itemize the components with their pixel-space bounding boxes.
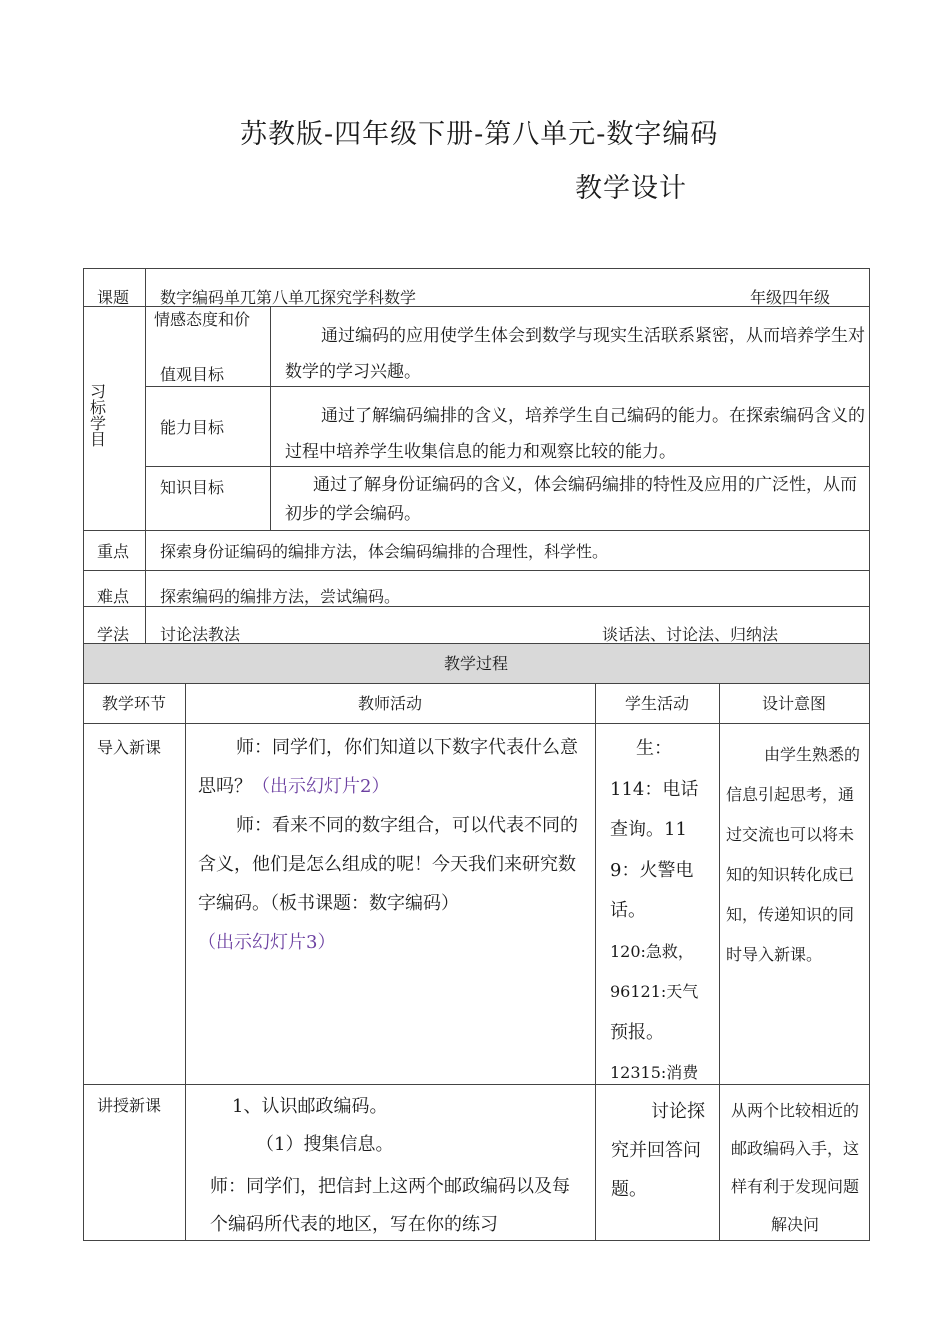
key-label: 重点	[97, 542, 130, 561]
teacher-line-2: （1）搜集信息。	[256, 1134, 394, 1155]
table-border	[270, 306, 271, 530]
header-intent: 设计意图	[761, 694, 826, 713]
stage-new-lesson: 讲授新课	[97, 1096, 162, 1115]
table-border	[83, 1084, 870, 1085]
header-teacher: 教师活动	[357, 694, 422, 713]
process-title: 教学过程	[443, 654, 508, 673]
student-line: 生：	[636, 738, 672, 759]
topic-label: 课题	[97, 288, 130, 307]
teacher-line: 师：看来不同的数字组合，可以代表不同的含义，他们是怎么组成的呢！今天我们来研究数字编码。（板书课题：数字编码）	[198, 815, 578, 914]
student-line: 120:急救，	[610, 941, 694, 961]
method-value: 讨论法教法	[160, 625, 241, 644]
topic-value: 数字编码单兀第八单兀探究学科数学	[160, 288, 417, 307]
goal-label-ability: 能力目标	[160, 418, 225, 437]
teacher-line-1: 1、认识邮政编码。	[232, 1096, 388, 1117]
intent-intro: 由学生熟悉的信息引起思考，通过交流也可以将未知的知识转化成已知，传递知识的同时导入新课。	[726, 745, 861, 964]
table-border	[83, 570, 870, 571]
method-label: 学法	[97, 625, 130, 644]
teacher-activity-new-clip	[210, 1168, 590, 1239]
slide-note: （出示幻灯片3）	[198, 932, 336, 953]
table-border	[869, 268, 870, 1241]
student-line: 预报。	[610, 1021, 664, 1043]
goal-text-ability: 通过了解编码编排的含义，培养学生自己编码的能力。在探索编码含义的过程中培养学生收集信息的能力和观察比较的能力。	[285, 406, 865, 462]
table-border	[83, 723, 870, 724]
header-stage: 教学环节	[101, 694, 166, 713]
table-border	[83, 683, 870, 684]
intent-new: 从两个比较相近的邮政编码入手，这样有利于发现问题解决问	[730, 1101, 859, 1234]
student-line: 话。	[610, 900, 646, 921]
teacher-activity-intro-2	[198, 806, 588, 962]
table-border	[83, 1240, 870, 1241]
difficulty-label: 难点	[97, 587, 130, 606]
method-value-2: 谈话法、讨论法、归纳法	[602, 625, 779, 644]
goal-label-knowledge: 知识目标	[160, 478, 225, 497]
intent-new-clip	[728, 1092, 864, 1239]
table-border	[719, 683, 720, 1241]
student-line: 查询。11	[610, 819, 687, 840]
goal-label-emotion-2: 值观目标	[160, 365, 225, 384]
document-title: 苏教版-四年级下册-第八单元-数字编码	[240, 119, 719, 150]
header-student: 学生活动	[624, 694, 689, 713]
student-line: 12315:消费	[610, 1063, 699, 1081]
table-border	[83, 268, 870, 269]
goals-label: 习标学目	[90, 382, 107, 449]
slide-note: （出示幻灯片2）	[252, 776, 390, 797]
table-border	[595, 683, 596, 1241]
teacher-activity-intro-1	[198, 728, 588, 806]
goal-label-emotion: 情感态度和价	[154, 310, 251, 329]
table-border	[145, 268, 146, 643]
key-value: 探索身份证编码的编排方法，体会编码编排的合理性，科学性。	[160, 542, 609, 561]
student-line: 96121:天气	[610, 982, 699, 1001]
goal-text-emotion: 通过编码的应用使学生体会到数学与现实生活联系紧密，从而培养学生对数学的学习兴趣。	[285, 326, 865, 382]
teacher-line: 师：同学们，你们知道以下数字代表什么意思吗？	[198, 737, 578, 797]
goal-text-knowledge: 通过了解身份证编码的含义，体会编码编排的特性及应用的广泛性，从而初步的学会编码。	[285, 475, 857, 524]
student-activity-intro	[610, 729, 715, 1081]
grade-value: 年级四年级	[750, 288, 831, 307]
table-border	[185, 683, 186, 1241]
document-subtitle: 教学设计	[575, 173, 687, 204]
difficulty-value: 探索编码的编排方法，尝试编码。	[160, 587, 401, 606]
table-border	[83, 268, 84, 1241]
teacher-activity-new: 师：同学们，把信封上这两个邮政编码以及每个编码所代表的地区，写在你的练习	[210, 1176, 570, 1235]
table-border	[83, 530, 870, 531]
stage-intro: 导入新课	[97, 738, 162, 757]
student-line: 9：火警电	[610, 859, 694, 881]
student-line: 114：电话	[610, 778, 699, 800]
student-activity-new: 讨论探究并回答问题。	[611, 1101, 705, 1200]
